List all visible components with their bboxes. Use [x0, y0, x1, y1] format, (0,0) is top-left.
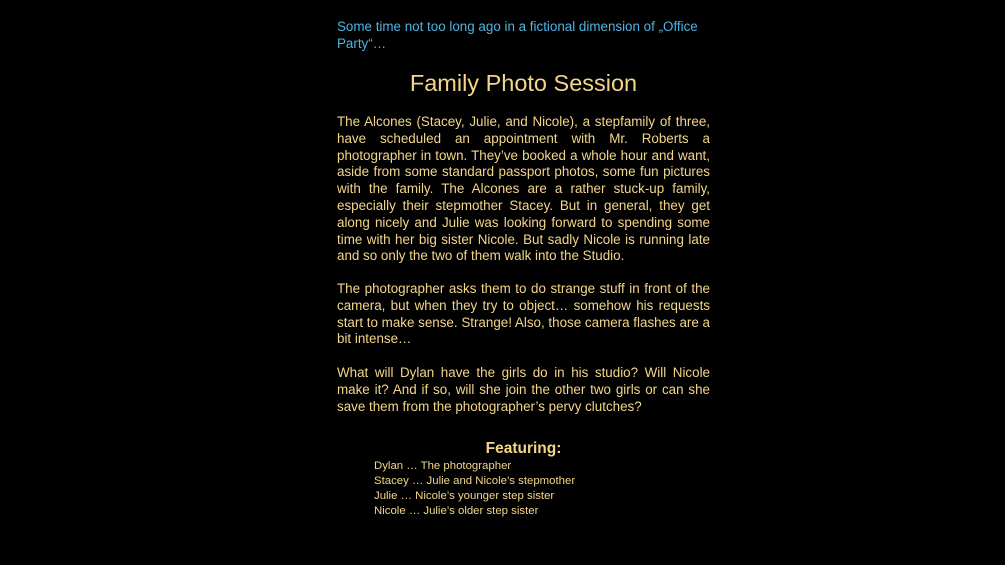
- cast-item-dylan: Dylan … The photographer: [374, 460, 512, 472]
- featuring-heading: Featuring:: [485, 440, 562, 457]
- story-paragraph-1: The Alcones (Stacey, Julie, and Nicole), a stepfamily of three, have scheduled an appointment with Mr. Roberts a photographer in town. They’ve booked a whole hour and want, aside from some standard passport photos, some fun pictures with the family. The Alcones are a rather stuck-up family, especially their stepmother Stacey. But in general, they get along nicely and Julie was looking forward to spending some time with her big sister Nicole. But sadly Nicole is running late and so only the two of them walk into the Studio.: [337, 114, 710, 264]
- story-paragraph-3: What will Dylan have the girls do in his studio? Will Nicole make it? And if so, will she join the other two girls or can she save them from the photographer’s pervy clutches?: [337, 365, 710, 414]
- cast-item-stacey: Stacey … Julie and Nicole’s stepmother: [374, 475, 576, 487]
- story-paragraph-2: The photographer asks them to do strange stuff in front of the camera, but when they try to object… somehow his requests start to make sense. Strange! Also, those camera flashes are a bit intense…: [337, 281, 710, 347]
- page-title: Family Photo Session: [409, 70, 638, 96]
- intro-text: Some time not too long ago in a fictional dimension of „Office Party“…: [337, 19, 698, 51]
- cast-item-julie: Julie … Nicole’s younger step sister: [374, 490, 555, 502]
- cast-item-nicole: Nicole … Julie’s older step sister: [374, 505, 539, 517]
- cast-list: [374, 459, 674, 519]
